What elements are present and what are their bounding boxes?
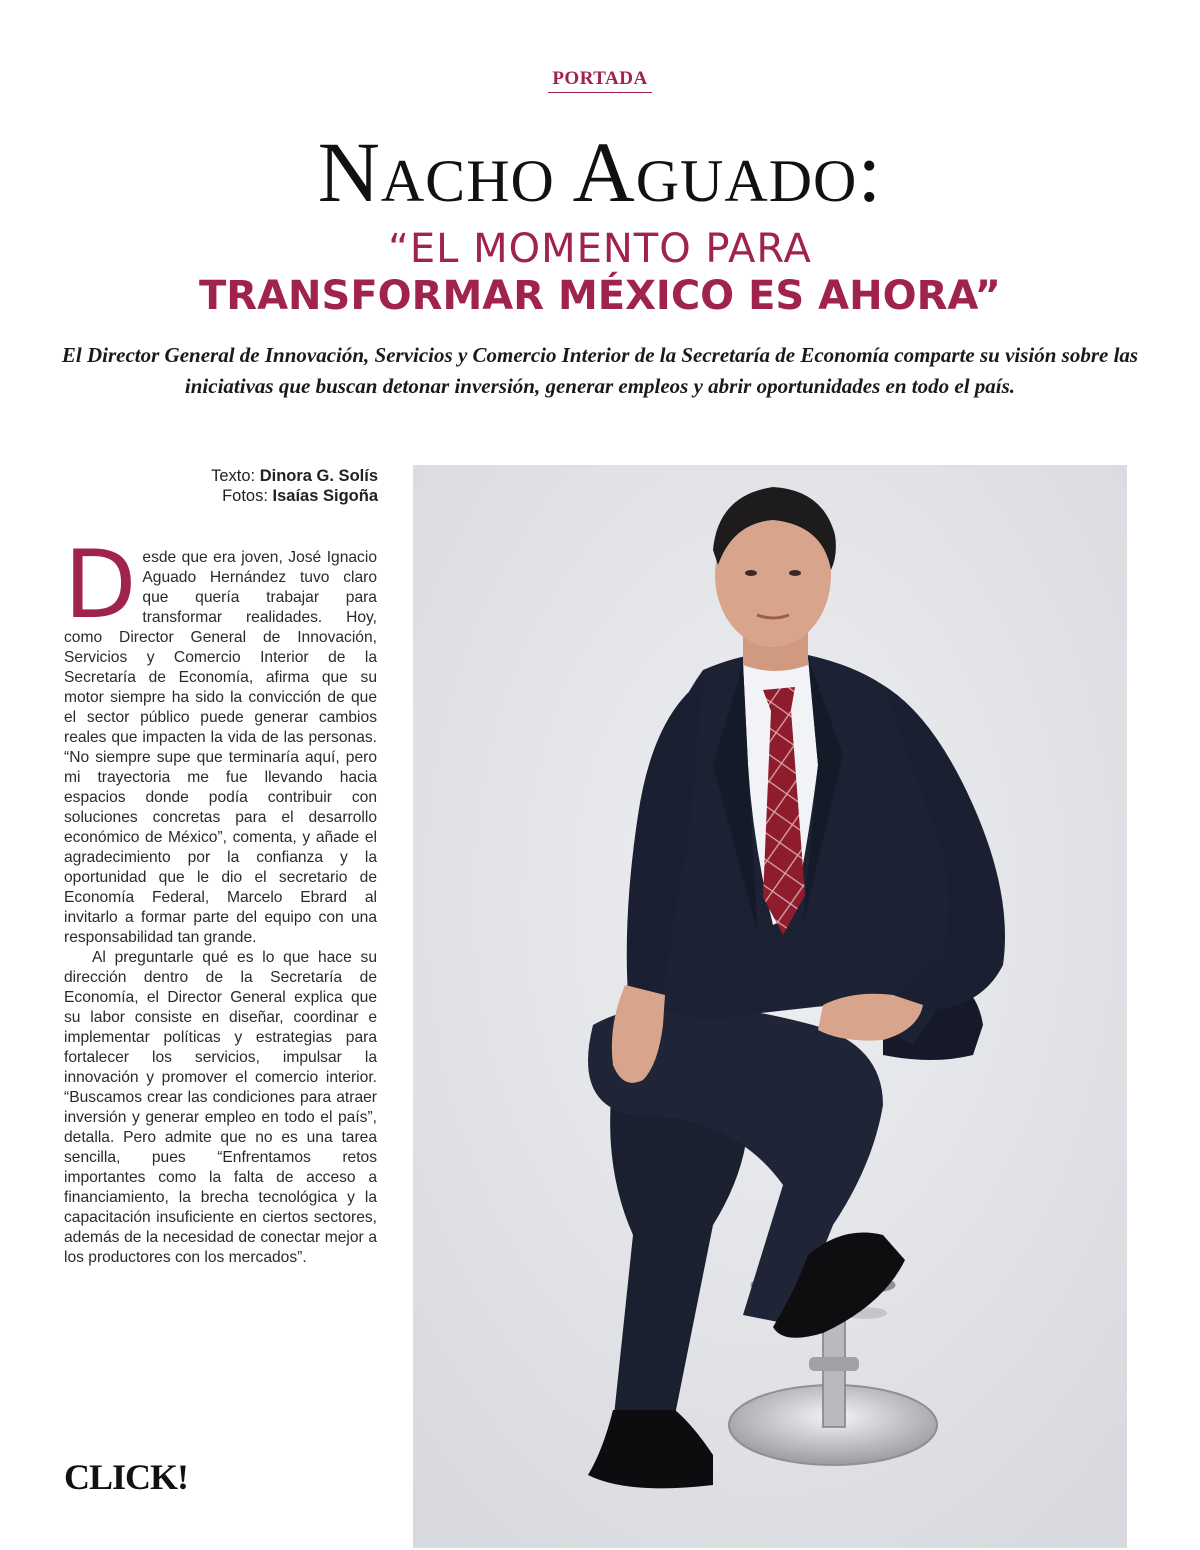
section-label: [0, 68, 1200, 93]
body-paragraph-2: Al preguntarle qué es lo que hace su dirección dentro de la Secretaría de Economía, el Director General explica que su labor consiste en diseñar, coordinar e implementar políticas y estrategias para fortalecer los servicios, impulsar la innovación y promover el comercio interior. “Buscamos crear las condiciones para atraer inversión y generar empleo en todo el país”, detalla. Pero admite que no es una tarea sencilla, pues “Enfrentamos retos importantes como la falta de acceso a financiamiento, la brecha tecnológica y la capacitación insuficiente en ciertos sectores, además de la necesidad de conectar mejor a los productores con los mercados”.: [64, 949, 377, 1266]
body-paragraph-1-text: esde que era joven, José Ignacio Aguado Hernández tuvo claro que quería trabajar para transformar realidades. Hoy, como Director General de Innovación, Servicios y Comercio Interior de la Secretaría de Economía, afirma que su motor siempre ha sido la convicción de que el sector público puede generar cambios reales que impacten la vida de las personas. “No siempre supe que terminaría aquí, pero mi trayectoria me fue llevando hacia espacios donde podía contribuir con soluciones concretas para el desarrollo económico de México”, comenta, y añade el agradecimiento por la confianza y la oportunidad que le dio el secretario de Economía Federal, Marcelo Ebrard al invitarlo a formar parte del equipo con una responsabilidad tan grande.: [64, 549, 377, 946]
magazine-logo: CLICK!: [64, 1457, 189, 1497]
body-paragraph-1: [64, 531, 377, 948]
subheadline-line-1: “EL MOMENTO PARA: [388, 226, 812, 272]
article-credits: [100, 466, 378, 506]
drop-cap: D: [64, 531, 137, 640]
subheadline-line-2: TRANSFORMAR MÉXICO ES AHORA”: [199, 273, 1001, 319]
portrait-illustration: [413, 465, 1127, 1548]
section-label-text: PORTADA: [548, 68, 651, 93]
text-credit-label: Texto:: [211, 467, 256, 485]
portrait-photo: [413, 465, 1127, 1548]
article-body: [64, 531, 377, 1268]
text-credit-author: Dinora G. Solís: [259, 467, 378, 485]
text-credit: [100, 466, 378, 486]
article-deck: El Director General de Innovación, Servicios y Comercio Interior de la Secretaría de Economía comparte su visión sobre las iniciativas que buscan detonar inversión, generar empleos y abrir oportunidades en todo el país.: [61, 343, 1139, 398]
article-headline: Nacho Aguado:: [317, 124, 883, 220]
article-subheadline: [0, 226, 1200, 320]
photo-credit: [100, 486, 378, 506]
photo-credit-label: Fotos:: [222, 487, 268, 505]
photo-credit-author: Isaías Sigoña: [272, 487, 378, 505]
